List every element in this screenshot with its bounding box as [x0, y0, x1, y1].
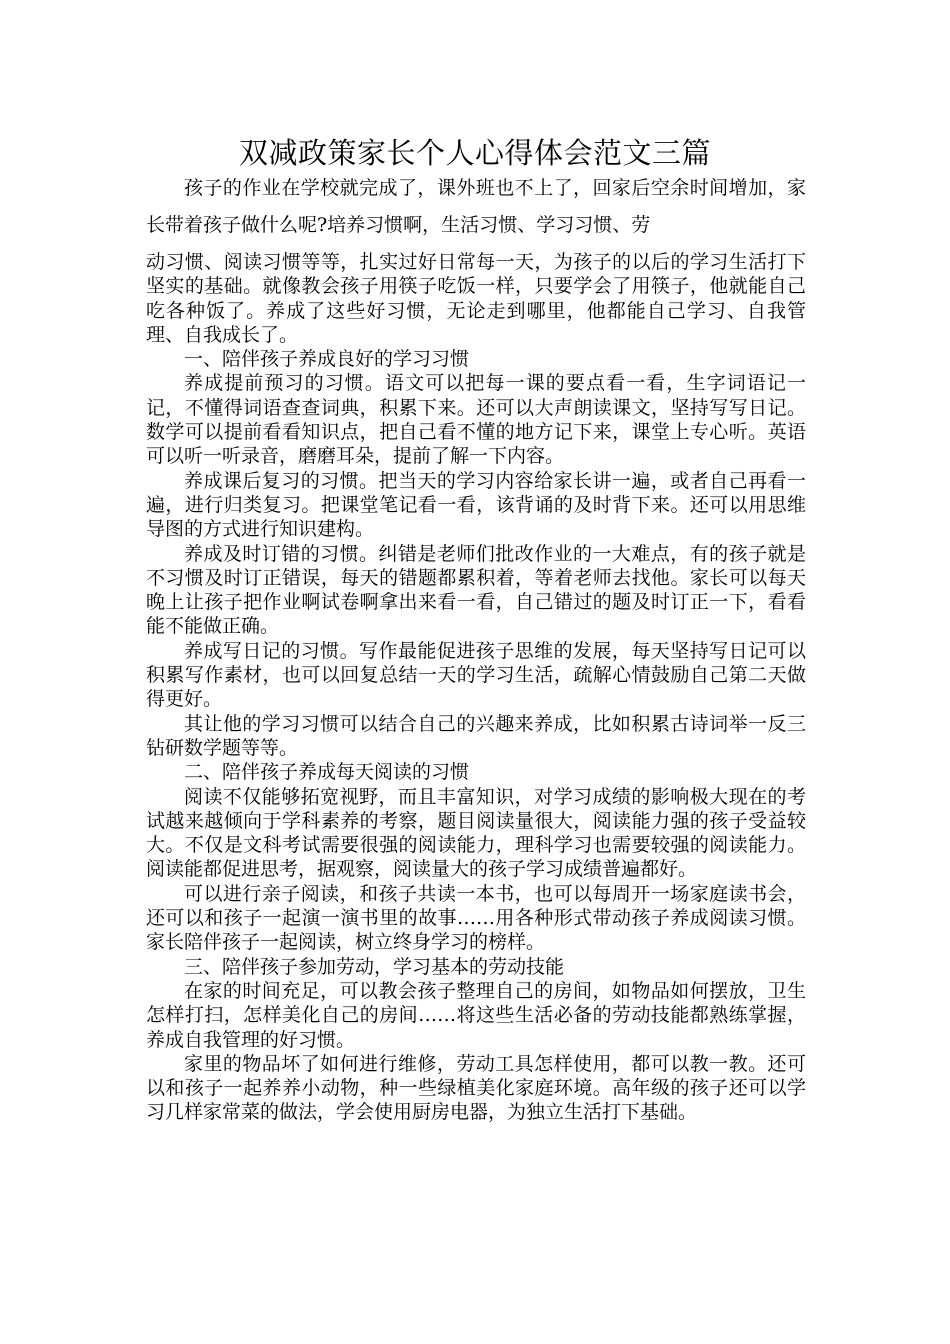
- document-body: [146, 170, 806, 1125]
- body-paragraph: 可以进行亲子阅读，和孩子共读一本书，也可以每周开一场家庭读书会，还可以和孩子一起演一演书里的故事……用各种形式带动孩子养成阅读习惯。家长陪伴孩子一起阅读，树立终身学习的榜样。: [146, 882, 806, 954]
- intro-paragraph: 孩子的作业在学校就完成了，课外班也不上了，回家后空余时间增加，家长带着孩子做什么呢?培养习惯啊，生活习惯、学习习惯、劳: [146, 177, 806, 236]
- body-paragraph: 家里的物品坏了如何进行维修，劳动工具怎样使用，都可以教一教。还可以和孩子一起养养小动物，种一些绿植美化家庭环境。高年级的孩子还可以学习几样家常菜的做法，学会使用厨房电器，为独立生活打下基础。: [146, 1052, 806, 1124]
- section-heading-3: 三、陪伴孩子参加劳动，学习基本的劳动技能: [184, 955, 565, 978]
- document-title: 双减政策家长个人心得体会范文三篇: [238, 136, 711, 170]
- body-paragraph: 在家的时间充足，可以教会孩子整理自己的房间，如物品如何摆放，卫生怎样打扫，怎样美化自己的房间……将这些生活必备的劳动技能都熟练掌握，养成自我管理的好习惯。: [146, 979, 806, 1051]
- body-paragraph: 其让他的学习习惯可以结合自己的兴趣来养成，比如积累古诗词举一反三钻研数学题等等。: [146, 712, 806, 759]
- section-heading-1: 一、陪伴孩子养成良好的学习习惯: [184, 348, 470, 371]
- body-paragraph: 养成写日记的习惯。写作最能促进孩子思维的发展，每天坚持写日记可以积累写作素材，也可以回复总结一天的学习生活，疏解心情鼓励自己第二天做得更好。: [146, 639, 806, 711]
- body-paragraph: 养成课后复习的习惯。把当天的学习内容给家长讲一遍，或者自己再看一遍，进行归类复习。把课堂笔记看一看，该背诵的及时背下来。还可以用思维导图的方式进行知识建构。: [146, 469, 806, 541]
- intro-continuation-paragraph: 动习惯、阅读习惯等等，扎实过好日常每一天，为孩子的以后的学习生活打下坚实的基础。就像教会孩子用筷子吃饭一样，只要学会了用筷子，他就能自己吃各种饭了。养成了这些好习惯，无论走到哪里，他都能自己学习、自我管理、自我成长了。: [146, 251, 806, 346]
- body-paragraph: 养成提前预习的习惯。语文可以把每一课的要点看一看，生字词语记一记，不懂得词语查查词典，积累下来。还可以大声朗读课文，坚持写写日记。数学可以提前看看知识点，把自己看不懂的地方记下来，课堂上专心听。英语可以听一听录音，磨磨耳朵，提前了解一下内容。: [146, 372, 806, 468]
- body-paragraph: 阅读不仅能够拓宽视野，而且丰富知识，对学习成绩的影响极大现在的考试越来越倾向于学科素养的考察，题目阅读量很大，阅读能力强的孩子受益较大。不仅是文科考试需要很强的阅读能力，理科学习也需要较强的阅读能力。阅读能都促进思考，据观察，阅读量大的孩子学习成绩普遍都好。: [146, 785, 806, 881]
- section-heading-2: 二、陪伴孩子养成每天阅读的习惯: [184, 761, 470, 784]
- body-paragraph: 养成及时订错的习惯。纠错是老师们批改作业的一大难点，有的孩子就是不习惯及时订正错误，每天的错题都累积着，等着老师去找他。家长可以每天晚上让孩子把作业啊试卷啊拿出来看一看，自己错过的题及时订正一下，看看能不能做正确。: [146, 542, 806, 638]
